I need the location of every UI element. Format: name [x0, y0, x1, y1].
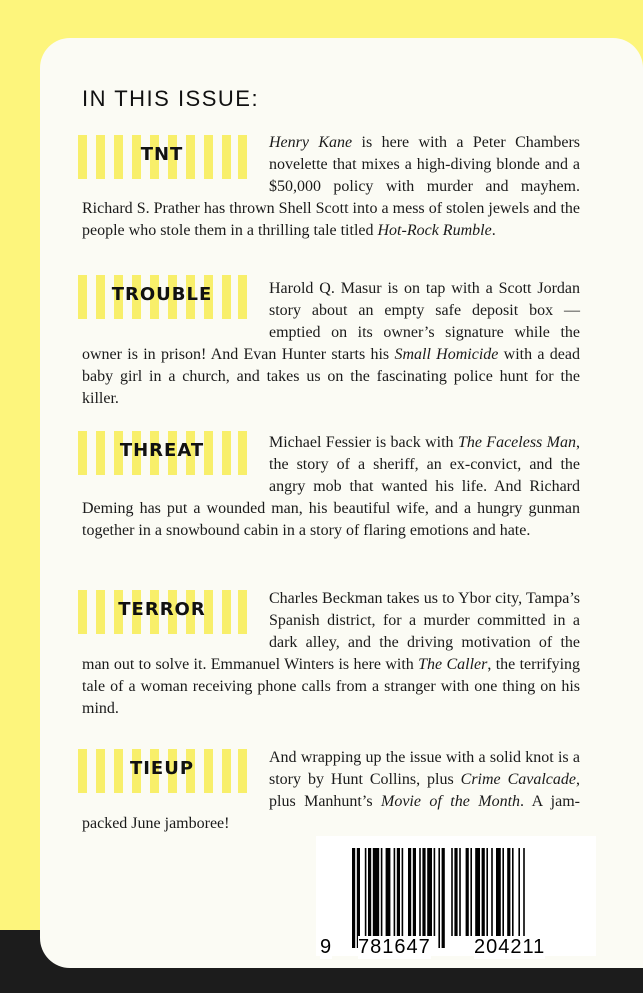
page-heading: IN THIS ISSUE:: [82, 86, 260, 111]
barcode-bar: [408, 848, 411, 936]
barcode: [316, 836, 596, 956]
text-italic: The Caller: [418, 656, 488, 673]
text-run: Michael Fessier is back with: [269, 434, 458, 451]
section-text-tnt: [82, 132, 580, 242]
text-run: Harold Q. Masur is on tap with a Scott Jordan story about an empty safe deposit box — emptied on its owner’s signature while the owner is in prison! And Evan Hunter starts his: [82, 280, 580, 363]
barcode-bar: [482, 848, 485, 936]
barcode-bar: [466, 848, 469, 936]
barcode-bar: [402, 848, 404, 936]
barcode-bar: [459, 848, 461, 936]
barcode-bar: [422, 848, 425, 936]
barcode-bar: [442, 848, 445, 948]
badge-label: TIEUP: [129, 758, 195, 779]
text-run: is here with a Peter Chambers novelette that mixes a high-diving blonde and a $50,000 policy with murder and mayhem. Richard S. Prather has thrown Shell Scott into a mess of stolen jewels and the people who stole them in a thrilling tale titled: [82, 134, 580, 239]
barcode-digits-left: 781647: [358, 936, 431, 958]
text-italic: Henry Kane: [269, 134, 353, 151]
badge-label: TROUBLE: [111, 284, 213, 305]
barcode-bar: [413, 848, 416, 936]
barcode-bar: [352, 848, 355, 948]
barcode-bar: [475, 848, 480, 936]
text-run: And wrapping up the issue with a solid knot is a story by Hunt Collins, plus: [269, 749, 580, 788]
badge-label: TNT: [140, 144, 184, 165]
text-run: .: [491, 222, 496, 239]
text-italic: The Faceless Man: [457, 434, 576, 451]
barcode-bar: [357, 848, 360, 948]
text-run: . A jam-packed June jamboree!: [82, 793, 581, 832]
barcode-bar: [419, 848, 421, 936]
barcode-bar: [502, 848, 504, 936]
barcode-digits-right: 204211: [474, 936, 546, 958]
text-run: Charles Beckman takes us to Ybor city, Tampa’s Spanish district, for a murder committed in a dark alley, and the driving motivation of the man out to solve it. Emmanuel Winters is here with: [82, 590, 580, 673]
barcode-bar: [451, 848, 453, 936]
barcode-bar: [394, 848, 396, 936]
text-italic: Small Homicide: [394, 346, 499, 363]
barcode-bar: [368, 848, 371, 936]
barcode-bar: [507, 848, 510, 936]
barcode-bar: [438, 848, 440, 948]
barcode-bar: [427, 848, 432, 936]
section-text-threat: [82, 432, 580, 542]
text-run: , plus Manhunt’s: [269, 771, 581, 810]
barcode-bar: [397, 848, 400, 936]
barcode-bar: [523, 848, 525, 948]
barcode-digit-first: 9: [320, 936, 333, 958]
barcode-bar: [454, 848, 457, 936]
text-italic: Hot-Rock Rumble: [377, 222, 492, 239]
barcode-bar: [496, 848, 501, 936]
barcode-bar: [386, 848, 391, 936]
barcode-bar: [381, 848, 383, 936]
text-run: , the story of a sheriff, an ex-convict, and the angry mob that wanted his life. And Richard Deming has put a wounded man, his beautiful wife, and a hungry gunman together in a snowbound cabin in a story of flaring emotions and hate.: [82, 434, 580, 539]
barcode-bar: [470, 848, 472, 936]
barcode-bar: [518, 848, 520, 936]
badge-label: TERROR: [118, 599, 206, 620]
text-run: , the terrifying tale of a woman receiving phone calls from a stranger with one thing on his mind.: [82, 656, 581, 717]
barcode-bar: [365, 848, 367, 936]
barcode-bar: [512, 848, 514, 936]
barcode-bar: [491, 848, 493, 936]
text-italic: Movie of the Month: [380, 793, 521, 810]
text-run: with a dead baby girl in a church, and takes us on the fascinating police hunt for the killer.: [82, 346, 580, 407]
section-text-terror: [82, 588, 580, 720]
barcode-bar: [434, 848, 436, 936]
text-italic: Crime Cavalcade: [460, 771, 577, 788]
barcode-bar: [486, 848, 488, 936]
barcode-bar: [373, 848, 379, 936]
badge-label: THREAT: [119, 440, 205, 461]
section-text-tieup: [82, 747, 580, 835]
section-text-trouble: [82, 278, 580, 410]
